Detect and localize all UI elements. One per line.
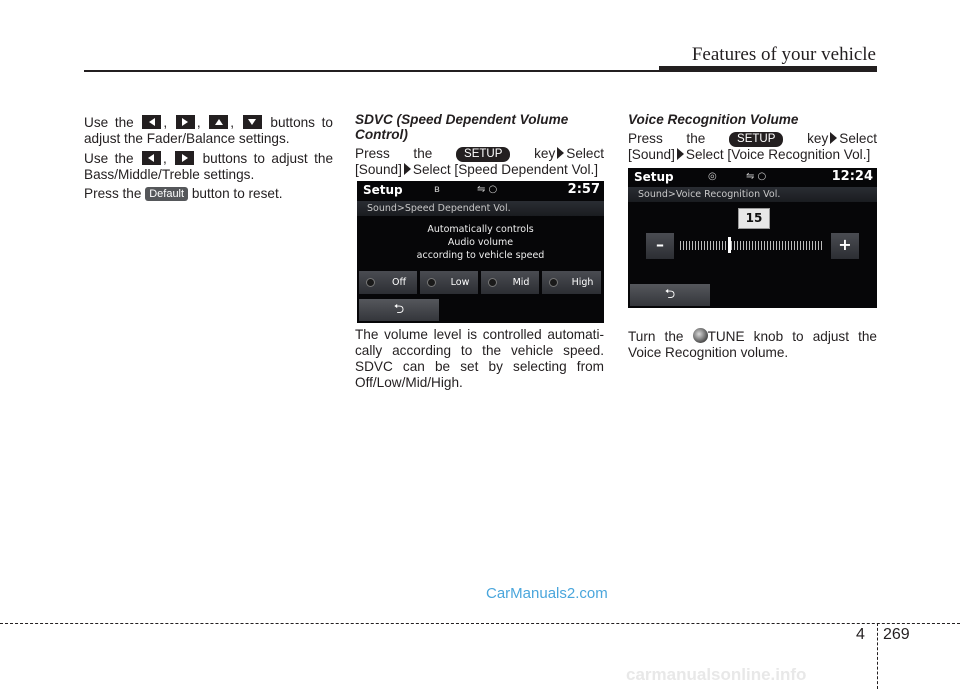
option-off-button[interactable]: Off: [359, 271, 417, 294]
tune-knob-icon: [693, 328, 708, 343]
sdvc-column: [355, 112, 604, 178]
sdvc-heading: SDVC (Speed Dependent Volume: [355, 112, 569, 127]
option-high-button[interactable]: High: [542, 271, 601, 294]
radio-dot-icon: [427, 278, 436, 287]
sdvc-message-2: Audio volume: [447, 237, 514, 248]
left-arrow-icon: [142, 115, 161, 129]
usb-icon: ⇋ ○: [477, 184, 498, 195]
screen-title: Setup: [363, 183, 403, 197]
screen-title: Setup: [634, 170, 674, 184]
voice-heading: Voice Recognition Volume: [628, 112, 799, 127]
voice-press-line: Press the SETUP key Select: [628, 131, 878, 146]
select-arrow-icon: [404, 163, 411, 175]
down-arrow-icon: [243, 115, 262, 129]
fader-balance-line: Use the , , , buttons to: [84, 115, 333, 130]
voice-description: Turn the TUNE knob to adjust the Voice Recognition volume.: [628, 329, 877, 360]
volume-up-button[interactable]: +: [831, 233, 859, 259]
header-rule-thin: [84, 70, 659, 72]
sdvc-select-line: [Sound] Select [Speed Dependent Vol.]: [355, 162, 599, 177]
footer-divider: [877, 623, 878, 689]
header-rule-thick: [659, 66, 877, 72]
bluetooth-icon: ʙ: [434, 184, 440, 195]
radio-dot-icon: [549, 278, 558, 287]
usb-icon: ⇋ ○: [746, 171, 767, 182]
sdvc-screen: [357, 181, 604, 323]
right-arrow-icon: [175, 151, 194, 165]
voice-select-line: [Sound] Select [Voice Recognition Vol.]: [628, 147, 871, 162]
left-arrow-icon: [142, 151, 161, 165]
radio-dot-icon: [488, 278, 497, 287]
select-arrow-icon: [677, 148, 684, 160]
bass-treble-line-2: Bass/Middle/Treble settings.: [84, 167, 255, 182]
footer-rule: [0, 623, 960, 624]
up-arrow-icon: [209, 115, 228, 129]
default-key: Default: [145, 187, 188, 201]
gps-icon: ◎: [708, 171, 717, 182]
volume-marker: [728, 237, 731, 253]
setup-key: SETUP: [729, 132, 783, 147]
setup-key: SETUP: [456, 147, 510, 162]
select-arrow-icon: [830, 132, 837, 144]
fader-balance-line-2: adjust the Fader/Balance settings.: [84, 131, 290, 146]
screen-path: Sound>Voice Recognition Vol.: [628, 187, 877, 202]
screen-path: Sound>Speed Dependent Vol.: [357, 201, 604, 216]
sdvc-message-1: Automatically controls: [427, 224, 534, 235]
site-footer[interactable]: carmanualsonline.info: [626, 665, 807, 684]
sdvc-heading-2: Control): [355, 127, 408, 142]
screen-clock: 2:57: [567, 182, 600, 197]
sdvc-press-line: Press the SETUP key Select: [355, 146, 605, 161]
back-button[interactable]: ⮌: [630, 284, 710, 306]
volume-scale: [680, 241, 824, 250]
left-column: [84, 115, 333, 202]
chapter-number: 4: [856, 626, 865, 643]
sdvc-description: The volume level is controlled automati- cally according to the vehicle speed. SDVC can be set by selecting from Off/Low/Mid/High.: [355, 327, 604, 390]
right-arrow-icon: [176, 115, 195, 129]
volume-value: 15: [738, 208, 770, 229]
watermark[interactable]: CarManuals2.com: [486, 585, 608, 602]
bass-treble-line: Use the , buttons to adjust the: [84, 151, 334, 166]
screen-clock: 12:24: [831, 169, 873, 184]
option-mid-button[interactable]: Mid: [481, 271, 539, 294]
header-title: Features of your vehicle: [691, 44, 876, 65]
voice-column: [628, 112, 877, 163]
page-number: 269: [883, 626, 910, 643]
select-arrow-icon: [557, 147, 564, 159]
radio-dot-icon: [366, 278, 375, 287]
voice-screen: [628, 168, 877, 308]
reset-line: Press the Default button to reset.: [84, 186, 283, 201]
volume-down-button[interactable]: –: [646, 233, 674, 259]
sdvc-message-3: according to vehicle speed: [416, 250, 545, 261]
back-button[interactable]: ⮌: [359, 299, 439, 321]
option-low-button[interactable]: Low: [420, 271, 478, 294]
